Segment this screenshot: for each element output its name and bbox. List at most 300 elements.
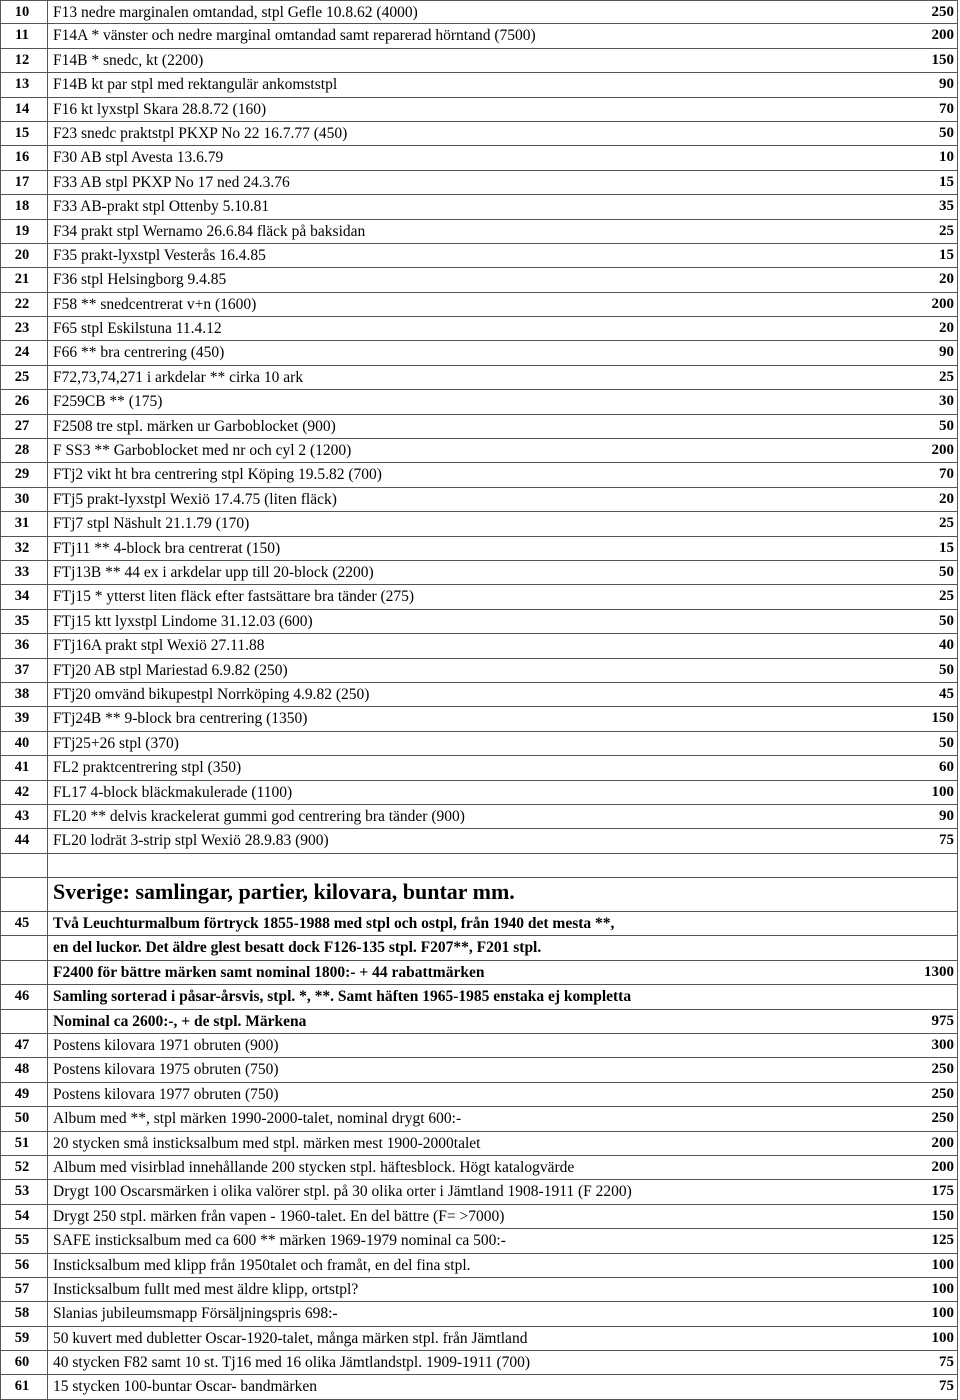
cell-divider [957,341,958,364]
cell-divider [957,98,958,121]
cell-divider [0,854,1,877]
cell-divider [0,961,1,984]
lot-number: 10 [14,4,30,20]
cell-divider [957,195,958,218]
lot-number: 56 [14,1256,30,1273]
lot-description: en del luckor. Det äldre glest besatt dock F126-135 stpl. F207**, F201 stpl. [53,939,542,957]
lot-price: 60 [939,759,954,776]
cell-divider [957,1180,958,1203]
lot-number: 59 [14,1329,30,1346]
table-row [0,659,958,683]
lot-number: 16 [14,149,30,166]
lot-description: Drygt 250 stpl. märken från vapen - 1960-talet. En del bättre (F= >7000) [53,1207,505,1225]
cell-divider [957,610,958,633]
cell-divider [47,1107,48,1130]
cell-divider [47,707,48,730]
lot-price: 150 [931,1207,954,1224]
lot-number: 19 [14,222,30,239]
cell-divider [957,1107,958,1130]
lot-description: FL17 4-block bläckmakulerade (1100) [53,783,293,801]
cell-divider [47,1302,48,1325]
table-row [0,1375,958,1399]
cell-divider [957,1278,958,1301]
table-row [0,610,958,634]
lot-price: 35 [939,198,954,215]
table-row [0,244,958,268]
lot-price: 45 [939,685,954,702]
lot-number: 50 [14,1110,30,1127]
lot-description: F2508 tre stpl. märken ur Garboblocket (900) [53,417,336,435]
cell-divider [47,195,48,218]
lot-description: F34 prakt stpl Wernamo 26.6.84 fläck på baksidan [53,222,366,240]
cell-divider [957,1034,958,1057]
lot-description: Slanias jubileumsmapp Försäljningspris 698:- [53,1305,338,1323]
lot-number: 42 [14,783,30,800]
lot-price: 200 [931,442,954,459]
cell-divider [47,1010,48,1033]
lot-description: FTj20 AB stpl Mariestad 6.9.82 (250) [53,661,288,679]
lot-description: 15 stycken 100-buntar Oscar- bandmärken [53,1378,317,1396]
lot-price: 15 [939,246,954,263]
table-row [0,985,958,1009]
cell-divider [957,1,958,23]
cell-divider [957,634,958,657]
table-row [0,171,958,195]
cell-divider [0,878,1,911]
lot-price: 250 [931,4,954,20]
table-row [0,805,958,829]
lot-description: SAFE insticksalbum med ca 600 ** märken 1969-1979 nominal ca 500:- [53,1232,506,1250]
lot-description: Album med **, stpl märken 1990-2000-talet, nominal drygt 600:- [53,1110,462,1128]
lot-description: Nominal ca 2600:-, + de stpl. Märkena [53,1012,307,1030]
cell-divider [47,146,48,169]
lot-description: FTj2 vikt ht bra centrering stpl Köping 19.5.82 (700) [53,466,382,484]
table-row [0,1156,958,1180]
lot-number: 39 [14,710,30,727]
lot-price: 25 [939,222,954,239]
table-row [0,1180,958,1204]
lot-price: 70 [939,466,954,483]
lot-price: 20 [939,271,954,288]
cell-divider [957,912,958,935]
cell-divider [47,463,48,486]
table-row [0,1229,958,1253]
cell-divider [957,1327,958,1350]
cell-divider [957,488,958,511]
table-row [0,1058,958,1082]
cell-divider [0,1010,1,1033]
lot-description: FTj15 * ytterst liten fläck efter fastsättare bra tänder (275) [53,588,415,606]
table-row [0,195,958,219]
lot-price: 100 [931,1329,954,1346]
table-row [0,707,958,731]
table-row [0,1302,958,1326]
lot-price: 150 [931,710,954,727]
lot-description: F72,73,74,271 i arkdelar ** cirka 10 ark [53,368,304,386]
table-row [0,1034,958,1058]
cell-divider [47,73,48,96]
cell-divider [957,122,958,145]
table-row [0,0,958,24]
table-row [0,122,958,146]
lot-price: 25 [939,588,954,605]
table-row [0,537,958,561]
lot-price: 30 [939,393,954,410]
lot-price: 100 [931,1280,954,1297]
lot-number: 15 [14,124,30,141]
table-row [0,683,958,707]
lot-price: 200 [931,1134,954,1151]
cell-divider [47,244,48,267]
lot-description: FTj16A prakt stpl Wexiö 27.11.88 [53,637,265,655]
lot-number: 60 [14,1354,30,1371]
lot-number: 46 [14,988,30,1005]
cell-divider [47,24,48,47]
lot-price: 200 [931,295,954,312]
cell-divider [47,829,48,852]
cell-divider [47,341,48,364]
table-row [0,1107,958,1131]
lot-description: F33 AB stpl PKXP No 17 ned 24.3.76 [53,173,290,191]
lot-number: 33 [14,563,30,580]
cell-divider [47,1229,48,1252]
cell-divider [47,1205,48,1228]
lot-number: 24 [14,344,30,361]
lot-description: 50 kuvert med dubletter Oscar-1920-talet, många märken stpl. från Jämtland [53,1329,528,1347]
lot-description: Insticksalbum med klipp från 1950talet och framåt, en del fina stpl. [53,1256,471,1274]
lot-price: 15 [939,539,954,556]
lot-number: 29 [14,466,30,483]
lot-number: 40 [14,734,30,751]
lot-number: 41 [14,759,30,776]
lot-description: FL2 praktcentrering stpl (350) [53,759,242,777]
table-row [0,293,958,317]
cell-divider [47,390,48,413]
lot-number: 20 [14,246,30,263]
cell-divider [957,854,958,877]
cell-divider [47,537,48,560]
lot-price: 200 [931,27,954,44]
cell-divider [957,829,958,852]
lot-price: 975 [931,1012,954,1029]
lot-number: 53 [14,1183,30,1200]
table-row [0,439,958,463]
table-row [0,1327,958,1351]
cell-divider [957,936,958,959]
table-row [0,1132,958,1156]
lot-description: Samling sorterad i påsar-årsvis, stpl. *, **. Samt häften 1965-1985 enstaka ej kompletta [53,988,632,1006]
cell-divider [957,707,958,730]
cell-divider [47,366,48,389]
lot-description: 40 stycken F82 samt 10 st. Tj16 med 16 olika Jämtlandstpl. 1909-1911 (700) [53,1354,531,1372]
lot-number: 47 [14,1037,30,1054]
lot-price: 50 [939,124,954,141]
cell-divider [957,1058,958,1081]
lot-price: 90 [939,76,954,93]
table-row [0,220,958,244]
cell-divider [47,1254,48,1277]
cell-divider [957,1010,958,1033]
cell-divider [47,98,48,121]
cell-divider [957,463,958,486]
lot-description: F259CB ** (175) [53,393,163,411]
cell-divider [47,415,48,438]
lot-description: FL20 ** delvis krackelerat gummi god centrering bra tänder (900) [53,807,465,825]
cell-divider [47,512,48,535]
lot-number: 55 [14,1232,30,1249]
section-heading: Sverige: samlingar, partier, kilovara, buntar mm. [53,879,515,905]
lot-number: 52 [14,1158,30,1175]
lot-price: 300 [931,1037,954,1054]
table-row [0,1351,958,1375]
table-row [0,781,958,805]
cell-divider [957,146,958,169]
lot-price: 25 [939,368,954,385]
cell-divider [47,1083,48,1106]
cell-divider [957,24,958,47]
cell-divider [47,585,48,608]
table-row [0,73,958,97]
lot-price: 40 [939,637,954,654]
lot-description: F35 prakt-lyxstpl Vesterås 16.4.85 [53,246,266,264]
cell-divider [47,1,48,23]
lot-price: 50 [939,612,954,629]
cell-divider [957,561,958,584]
lot-number: 31 [14,515,30,532]
cell-divider [47,936,48,959]
lot-number: 27 [14,417,30,434]
lot-description: Postens kilovara 1971 obruten (900) [53,1037,279,1055]
lot-description: F65 stpl Eskilstuna 11.4.12 [53,320,222,338]
lot-price: 70 [939,100,954,117]
cell-divider [957,73,958,96]
cell-divider [47,1132,48,1155]
cell-divider [957,317,958,340]
cell-divider [47,634,48,657]
spacer-row [0,854,958,878]
lot-price: 100 [931,1256,954,1273]
table-row [0,98,958,122]
lot-description: FTj24B ** 9-block bra centrering (1350) [53,710,308,728]
lot-description: FTj7 stpl Näshult 21.1.79 (170) [53,515,250,533]
cell-divider [47,1278,48,1301]
cell-divider [47,561,48,584]
table-row [0,561,958,585]
lot-number: 45 [14,915,30,932]
table-row [0,585,958,609]
lot-price: 200 [931,1158,954,1175]
lot-price: 250 [931,1085,954,1102]
lot-description: F16 kt lyxstpl Skara 28.8.72 (160) [53,100,267,118]
lot-price: 20 [939,320,954,337]
lot-price: 10 [939,149,954,166]
lot-number: 23 [14,320,30,337]
lot-description: F36 stpl Helsingborg 9.4.85 [53,271,227,289]
lot-price: 150 [931,51,954,68]
lot-number: 54 [14,1207,30,1224]
cell-divider [957,683,958,706]
lot-price: 90 [939,344,954,361]
cell-divider [47,683,48,706]
cell-divider [47,293,48,316]
lot-description: FTj5 prakt-lyxstpl Wexiö 17.4.75 (liten fläck) [53,490,337,508]
table-row [0,268,958,292]
lot-price: 20 [939,490,954,507]
lot-description: F13 nedre marginalen omtandad, stpl Gefle 10.8.62 (4000) [53,4,418,21]
table-row [0,390,958,414]
cell-divider [957,268,958,291]
cell-divider [957,171,958,194]
lot-number: 11 [15,27,29,44]
cell-divider [957,756,958,779]
lot-number: 21 [14,271,30,288]
cell-divider [47,912,48,935]
lot-price: 175 [931,1183,954,1200]
lot-price: 90 [939,807,954,824]
cell-divider [957,961,958,984]
table-row [0,341,958,365]
table-row [0,1278,958,1302]
lot-number: 38 [14,685,30,702]
cell-divider [47,1180,48,1203]
cell-divider [957,293,958,316]
table-row [0,24,958,48]
lot-description: F14B kt par stpl med rektangulär ankomststpl [53,76,338,94]
table-row [0,317,958,341]
lot-description: F14B * snedc, kt (2200) [53,51,204,69]
lot-description: FL20 lodrät 3-strip stpl Wexiö 28.9.83 (900) [53,832,329,850]
cell-divider [957,1132,958,1155]
cell-divider [957,781,958,804]
lot-description: F33 AB-prakt stpl Ottenby 5.10.81 [53,198,270,216]
table-row [0,936,958,960]
cell-divider [957,390,958,413]
cell-divider [957,537,958,560]
lot-number: 44 [14,832,30,849]
lot-price: 250 [931,1061,954,1078]
cell-divider [47,732,48,755]
cell-divider [47,1058,48,1081]
cell-divider [957,1156,958,1179]
cell-divider [957,585,958,608]
lot-number: 12 [14,51,30,68]
lot-price: 50 [939,661,954,678]
lot-number: 34 [14,588,30,605]
lot-description: Postens kilovara 1975 obruten (750) [53,1061,279,1079]
lot-price: 75 [939,1354,954,1371]
lot-description: Album med visirblad innehållande 200 stycken stpl. häftesblock. Högt katalogvärde [53,1158,575,1176]
cell-divider [957,366,958,389]
lot-number: 22 [14,295,30,312]
lot-description: F SS3 ** Garboblocket med nr och cyl 2 (1200) [53,442,352,460]
cell-divider [0,936,1,959]
cell-divider [47,781,48,804]
lot-number: 17 [14,173,30,190]
table-row [0,512,958,536]
table-row [0,961,958,985]
lot-price: 75 [939,832,954,849]
table-row [0,912,958,936]
cell-divider [957,1375,958,1398]
lot-description: Insticksalbum fullt med mest äldre klipp, ortstpl? [53,1280,359,1298]
lot-price: 50 [939,734,954,751]
cell-divider [957,985,958,1008]
lot-price: 15 [939,173,954,190]
cell-divider [957,1254,958,1277]
lot-price: 125 [931,1232,954,1249]
lot-number: 32 [14,539,30,556]
lot-number: 49 [14,1085,30,1102]
lot-number: 26 [14,393,30,410]
lot-number: 28 [14,442,30,459]
lot-description: F66 ** bra centrering (450) [53,344,225,362]
lot-description: 20 stycken små insticksalbum med stpl. märken mest 1900-2000talet [53,1134,481,1152]
lot-number: 13 [14,76,30,93]
cell-divider [957,49,958,72]
cell-divider [47,171,48,194]
cell-divider [957,439,958,462]
cell-divider [957,1229,958,1252]
lot-description: F23 snedc praktstpl PKXP No 22 16.7.77 (450) [53,124,348,142]
table-row [0,756,958,780]
lot-price: 250 [931,1110,954,1127]
table-row [0,49,958,73]
lot-description: Drygt 100 Oscarsmärken i olika valörer stpl. på 30 olika orter i Jämtland 1908-1911 (F 2200) [53,1183,632,1201]
lot-price: 50 [939,417,954,434]
cell-divider [47,756,48,779]
lot-number: 14 [14,100,30,117]
cell-divider [47,659,48,682]
cell-divider [47,488,48,511]
table-row [0,146,958,170]
lot-description: F30 AB stpl Avesta 13.6.79 [53,149,224,167]
lot-description: F58 ** snedcentrerat v+n (1600) [53,295,257,313]
cell-divider [47,1375,48,1398]
lot-price: 50 [939,563,954,580]
lot-price: 25 [939,515,954,532]
lot-number: 57 [14,1280,30,1297]
table-row [0,1254,958,1278]
cell-divider [47,854,48,877]
cell-divider [47,805,48,828]
cell-divider [957,805,958,828]
cell-divider [47,610,48,633]
lot-number: 43 [14,807,30,824]
lot-number: 35 [14,612,30,629]
cell-divider [957,1205,958,1228]
lot-description: FTj25+26 stpl (370) [53,734,179,752]
cell-divider [957,1351,958,1374]
section-heading-row [0,878,958,912]
lot-number: 58 [14,1305,30,1322]
cell-divider [957,732,958,755]
table-row [0,488,958,512]
lot-description: FTj11 ** 4-block bra centrerat (150) [53,539,281,557]
table-row [0,732,958,756]
table-row [0,1205,958,1229]
table-row [0,366,958,390]
lot-description: F14A * vänster och nedre marginal omtandad samt reparerad hörntand (7500) [53,27,536,45]
cell-divider [47,317,48,340]
lot-description: F2400 för bättre märken samt nominal 1800:- + 44 rabattmärken [53,963,485,981]
lot-number: 48 [14,1061,30,1078]
cell-divider [957,244,958,267]
table-row [0,1010,958,1034]
table-row [0,1083,958,1107]
cell-divider [957,878,958,911]
cell-divider [957,1083,958,1106]
cell-divider [47,985,48,1008]
